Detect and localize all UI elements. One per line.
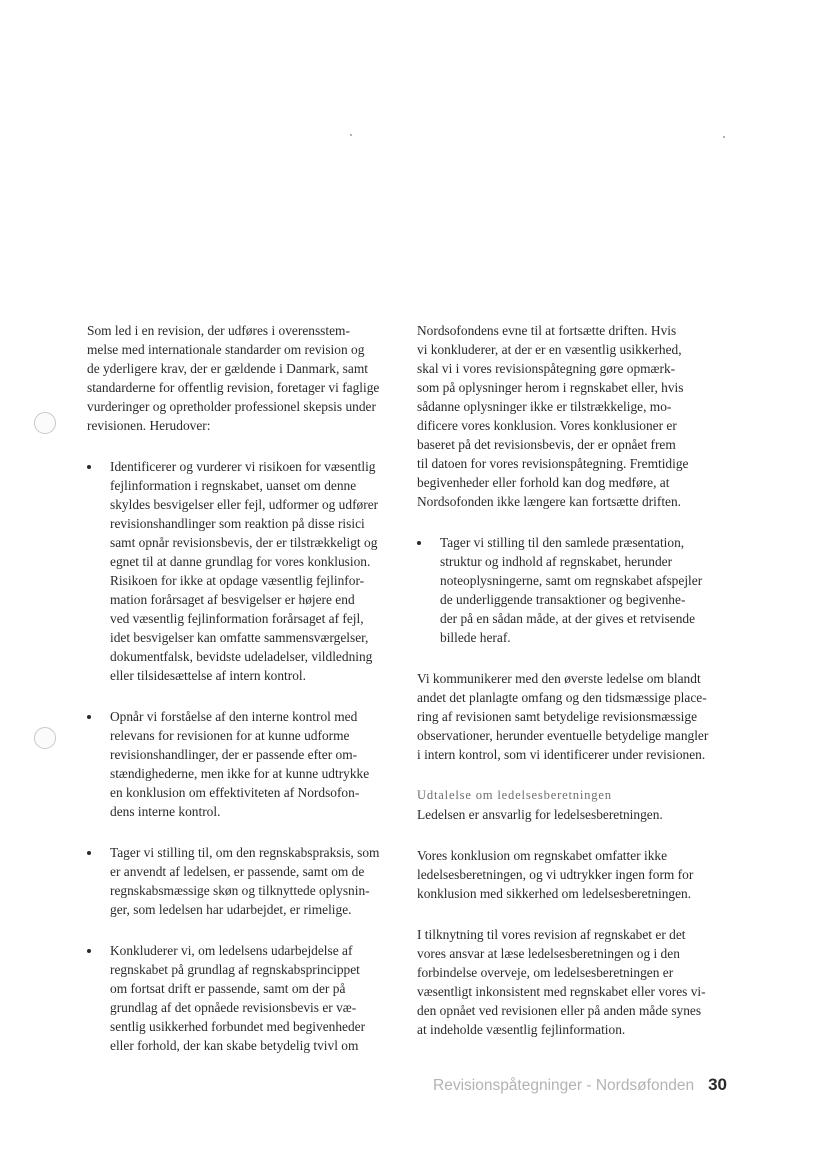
text-line: billede heraf.: [440, 630, 511, 645]
text-line: idet besvigelser kan omfatte sammensværgelser,: [110, 630, 369, 645]
text-line: Nordsofonden ikke længere kan fortsætte driften.: [417, 494, 682, 509]
text-line: forbindelse overveje, om ledelsesberetningen er: [417, 965, 674, 980]
page-footer: [433, 1075, 727, 1095]
text-line: I tilknytning til vores revision af regnskabet er det: [417, 927, 686, 942]
management-responsibility: [417, 805, 737, 824]
text-line: sentlig usikkerhed forbundet med begivenheder: [110, 1019, 366, 1034]
text-line: Identificerer og vurderer vi risikoen for væsentlig: [110, 459, 376, 474]
text-line: regnskabsmæssige skøn og tilknyttede oplysnin-: [110, 883, 370, 898]
intro-paragraph: [87, 321, 397, 435]
text-line: til datoen for vores revisionspåtegning. Fremtidige: [417, 456, 689, 471]
text-line: revisionshandlinger, der er passende efter om-: [110, 747, 358, 762]
text-line: Som led i en revision, der udføres i overensstem-: [87, 323, 350, 338]
text-line: ger, som ledelsen har udarbejdet, er rimelige.: [110, 902, 352, 917]
punch-hole-top: [34, 412, 56, 434]
text-line: Risikoen for ikke at opdage væsentlig fejlinfor-: [110, 573, 365, 588]
text-line: noteoplysningerne, samt om regnskabet afspejler: [440, 573, 703, 588]
text-line: Vores konklusion om regnskabet omfatter ikke: [417, 848, 668, 863]
text-line: væsentligt inkonsistent med regnskabet eller vores vi-: [417, 984, 706, 999]
text-line: dokumentfalsk, bevidste udeladelser, vildledning: [110, 649, 373, 664]
text-line: dens interne kontrol.: [110, 804, 221, 819]
bullet-dot: [87, 465, 91, 469]
text-line: vi konkluderer, at der er en væsentlig usikkerhed,: [417, 342, 682, 357]
text-line: fejlinformation i regnskabet, uanset om denne: [110, 478, 357, 493]
bullet-text: [110, 843, 397, 919]
text-line: skal vi i vores revisionspåtegning gøre opmærk-: [417, 361, 676, 376]
bullet-accounting-policies: [87, 843, 397, 919]
left-column: [87, 321, 397, 1077]
text-line: mation forårsaget af besvigelser er højere end: [110, 592, 355, 607]
text-line: Tager vi stilling til, om den regnskabspraksis, som: [110, 845, 380, 860]
text-line: som på oplysninger herom i regnskabet eller, hvis: [417, 380, 684, 395]
text-line: vurderinger og opretholder professionel skepsis under: [87, 399, 376, 414]
text-line: ring af revisionen samt betydelige revisionsmæssige: [417, 709, 698, 724]
going-concern-continuation: [417, 321, 737, 511]
text-line: vores ansvar at læse ledelsesberetningen og i den: [417, 946, 680, 961]
page-number: 30: [708, 1075, 727, 1094]
responsibility-paragraph: [417, 925, 737, 1039]
bullet-list-right: [417, 533, 737, 647]
text-line: relevans for revisionen for at kunne udforme: [110, 728, 350, 743]
text-line: Opnår vi forståelse af den interne kontrol med: [110, 709, 358, 724]
bullet-text: [110, 707, 397, 821]
text-line: Tager vi stilling til den samlede præsentation,: [440, 535, 685, 550]
bullet-list: [87, 457, 397, 1055]
text-line: ved væsentlig fejlinformation forårsaget af fejl,: [110, 611, 364, 626]
text-line: sådanne oplysninger ikke er tilstrækkelige, mo-: [417, 399, 672, 414]
bullet-dot: [417, 541, 421, 545]
text-line: der på en sådan måde, at der gives et retvisende: [440, 611, 696, 626]
text-line: Konkluderer vi, om ledelsens udarbejdelse af: [110, 943, 353, 958]
text-line: dificere vores konklusion. Vores konklusioner er: [417, 418, 677, 433]
text-line: observationer, herunder eventuelle betydelige mangler: [417, 728, 709, 743]
text-line: om fortsat drift er passende, samt om der på: [110, 981, 346, 996]
text-line: konklusion med sikkerhed om ledelsesberetningen.: [417, 886, 692, 901]
text-line: den opnået ved revisionen eller på anden måde synes: [417, 1003, 702, 1018]
footer-title: Revisionspåtegninger - Nordsøfonden: [433, 1077, 695, 1094]
text-line: de underliggende transaktioner og begivenhe-: [440, 592, 686, 607]
text-line: stændighederne, men ikke for at kunne udtrykke: [110, 766, 370, 781]
bullet-presentation: [417, 533, 737, 647]
text-line: i intern kontrol, som vi identificerer under revisionen.: [417, 747, 706, 762]
text-line: Vi kommunikerer med den øverste ledelse om blandt: [417, 671, 701, 686]
bullet-dot: [87, 715, 91, 719]
text-line: regnskabet på grundlag af regnskabsprincippet: [110, 962, 360, 977]
text-line: Ledelsen er ansvarlig for ledelsesberetningen.: [417, 807, 663, 822]
text-line: Nordsofondens evne til at fortsætte driften. Hvis: [417, 323, 677, 338]
text-line: grundlag af det opnåede revisionsbevis er væ-: [110, 1000, 357, 1015]
text-line: eller tilsidesættelse af intern kontrol.: [110, 668, 306, 683]
text-line: baseret på det revisionsbevis, der er opnået frem: [417, 437, 676, 452]
text-line: eller forhold, der kan skabe betydelig tvivl om: [110, 1038, 359, 1053]
text-line: standarderne for offentlig revision, foretager vi faglige: [87, 380, 380, 395]
text-line: struktur og indhold af regnskabet, herunder: [440, 554, 673, 569]
text-line: ledelsesberetningen, og vi udtrykker ingen form for: [417, 867, 694, 882]
text-line: melse med internationale standarder om revision og: [87, 342, 365, 357]
scan-speck: [723, 136, 725, 138]
section-heading: Udtalelse om ledelsesberetningen: [417, 788, 612, 802]
bullet-identify-risk: [87, 457, 397, 685]
text-line: skyldes besvigelser eller fejl, udformer og udfører: [110, 497, 379, 512]
text-line: en konklusion om effektiviteten af Nordsofon-: [110, 785, 360, 800]
text-line: egnet til at danne grundlag for vores konklusion.: [110, 554, 371, 569]
text-line: revisionshandlinger som reaktion på disse risici: [110, 516, 365, 531]
text-line: revisionen. Herudover:: [87, 418, 211, 433]
bullet-dot: [87, 949, 91, 953]
bullet-going-concern: [87, 941, 397, 1055]
conclusion-scope-paragraph: [417, 846, 737, 903]
text-line: begivenheder eller forhold kan dog medføre, at: [417, 475, 670, 490]
text-line: samt opnår revisionsbevis, der er tilstrækkeligt og: [110, 535, 378, 550]
bullet-text: [110, 941, 397, 1055]
bullet-text: [110, 457, 397, 685]
bullet-internal-control: [87, 707, 397, 821]
bullet-text: [440, 533, 737, 647]
text-line: er anvendt af ledelsen, er passende, samt om de: [110, 864, 365, 879]
scan-speck: [350, 134, 352, 136]
punch-hole-bottom: [34, 727, 56, 749]
bullet-dot: [87, 851, 91, 855]
communication-paragraph: [417, 669, 737, 764]
text-line: at indeholde væsentlig fejlinformation.: [417, 1022, 626, 1037]
text-line: de yderligere krav, der er gældende i Danmark, samt: [87, 361, 368, 376]
management-report-section: [417, 786, 737, 824]
right-column: [417, 321, 737, 1061]
text-line: andet det planlagte omfang og den tidsmæssige place-: [417, 690, 707, 705]
